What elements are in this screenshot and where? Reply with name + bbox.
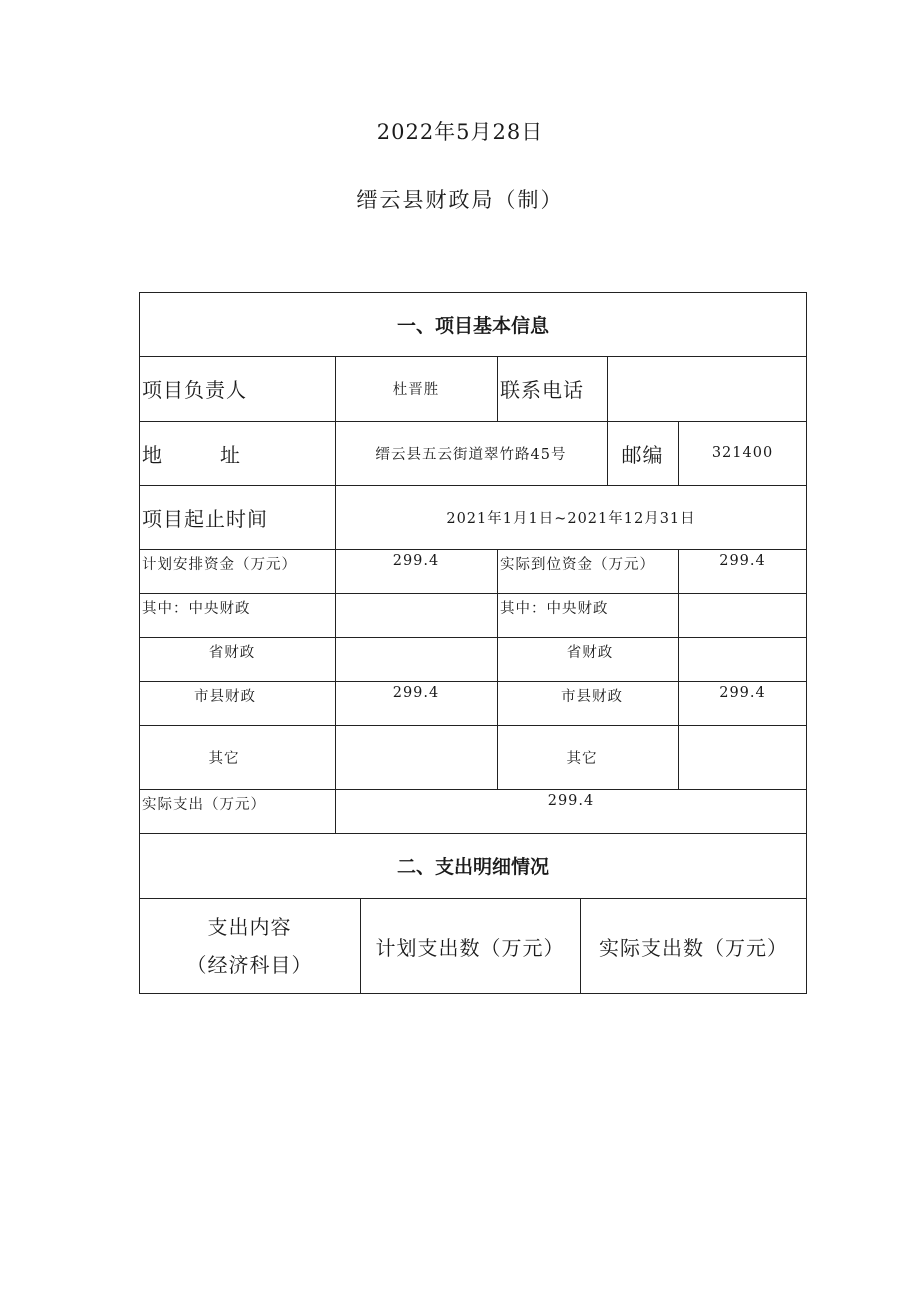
central-finance-label-left: 其中：中央财政 xyxy=(142,601,251,617)
report-date: 2022年5月28日 xyxy=(376,120,544,144)
actual-funds-value: 299.4 xyxy=(719,553,766,569)
planned-funds-value: 299.4 xyxy=(392,553,440,569)
expense-content-header-line2: （经济科目） xyxy=(186,953,313,977)
city-finance-value-left: 299.4 xyxy=(392,685,440,701)
project-info-table xyxy=(139,292,807,994)
address-label-part1: 地 xyxy=(142,442,163,467)
province-finance-label-left: 省财政 xyxy=(208,645,256,661)
other-finance-label-right: 其它 xyxy=(566,750,598,767)
city-finance-label-right: 市县财政 xyxy=(561,689,623,705)
city-finance-value-right: 299.4 xyxy=(719,685,766,701)
province-finance-value-left xyxy=(335,637,497,681)
city-finance-label-left: 市县财政 xyxy=(194,689,256,705)
other-finance-label-left: 其它 xyxy=(208,750,240,767)
section-title-expense-detail: 二、支出明细情况 xyxy=(396,856,549,878)
leader-value: 杜晋胜 xyxy=(392,382,440,398)
central-finance-label-right: 其中：中央财政 xyxy=(500,601,609,617)
section-title-basic-info: 一、项目基本信息 xyxy=(396,314,549,337)
other-finance-value-left xyxy=(335,725,497,789)
postcode-label: 邮编 xyxy=(621,442,664,467)
other-finance-value-right xyxy=(678,725,807,789)
address-label-part2: 址 xyxy=(220,442,241,467)
province-finance-label-right: 省财政 xyxy=(566,645,614,661)
expense-content-header-line1: 支出内容 xyxy=(207,915,292,939)
postcode-value: 321400 xyxy=(711,445,774,461)
leader-label: 项目负责人 xyxy=(142,378,247,402)
central-finance-value-right xyxy=(678,593,807,637)
period-label: 项目起止时间 xyxy=(142,506,268,531)
period-value: 2021年1月1日~2021年12月31日 xyxy=(446,510,696,527)
phone-value xyxy=(607,356,807,421)
actual-spend-label: 实际支出（万元） xyxy=(142,797,266,813)
central-finance-value-left xyxy=(335,593,497,637)
province-finance-value-right xyxy=(678,637,807,681)
actual-expense-header: 实际支出数（万元） xyxy=(599,935,788,960)
actual-funds-label: 实际到位资金（万元） xyxy=(500,557,655,573)
expense-content-header xyxy=(139,898,360,994)
phone-label: 联系电话 xyxy=(500,378,584,402)
issuing-authority: 缙云县财政局（制） xyxy=(356,188,564,212)
planned-funds-label: 计划安排资金（万元） xyxy=(142,557,297,573)
actual-spend-value: 299.4 xyxy=(547,793,595,809)
planned-expense-header: 计划支出数（万元） xyxy=(375,935,565,960)
address-value: 缙云县五云街道翠竹路45号 xyxy=(375,446,567,463)
